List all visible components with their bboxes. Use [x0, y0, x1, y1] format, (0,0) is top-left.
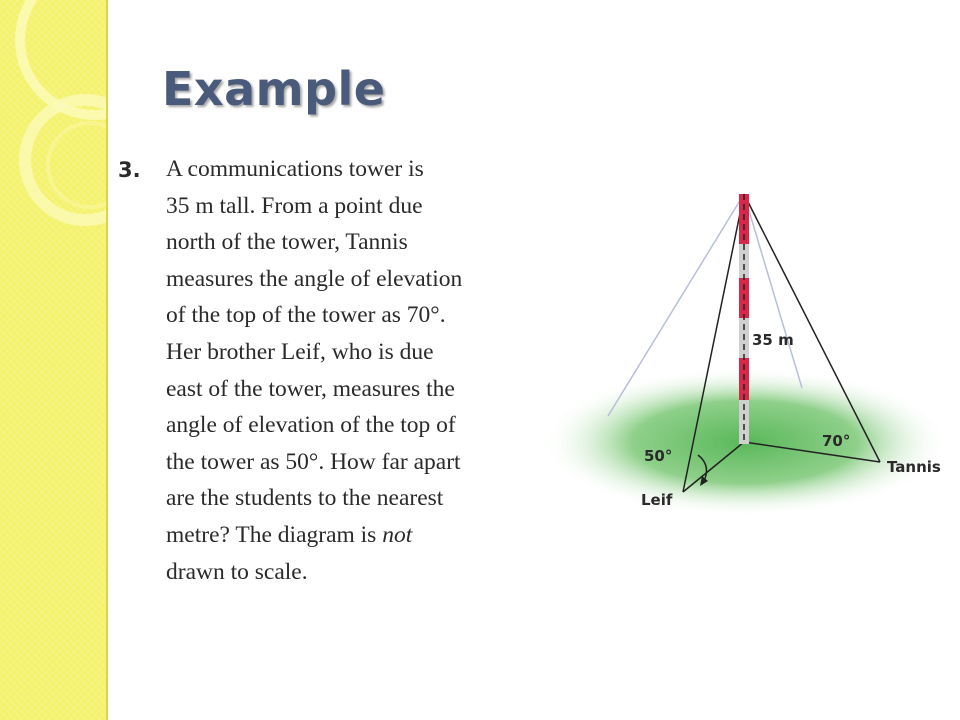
emphasis-not: not [382, 521, 413, 548]
problem-line: of the top of the tower as 70°. [166, 302, 446, 329]
problem-line: drawn to scale. [166, 558, 308, 585]
problem-number: 3. [118, 158, 141, 182]
angle-label-tannis: 70° [822, 432, 851, 450]
decorative-circles [0, 0, 106, 720]
problem-line: measures the angle of elevation [166, 265, 463, 292]
problem-line: 35 m tall. From a point due [166, 192, 423, 219]
problem-line: east of the tower, measures the [166, 375, 455, 402]
tower-diagram [540, 170, 950, 530]
problem-line: are the students to the nearest [166, 485, 444, 512]
problem-line-pre: metre? The diagram is [166, 521, 383, 548]
height-label: 35 m [752, 331, 794, 349]
slide-title: Example [162, 62, 386, 116]
problem-line: Her brother Leif, who is due [166, 338, 434, 365]
sidebar-decoration [0, 0, 108, 720]
problem-line-emphasis [166, 517, 546, 554]
label-tannis: Tannis [887, 458, 941, 476]
label-leif: Leif [641, 491, 673, 509]
angle-label-leif: 50° [644, 447, 673, 465]
problem-line: the tower as 50°. How far apart [166, 448, 461, 475]
problem-line: angle of elevation of the top of [166, 412, 456, 439]
problem-line: north of the tower, Tannis [166, 229, 408, 256]
problem-text [166, 151, 546, 590]
problem-line: A communications tower is [166, 156, 424, 182]
